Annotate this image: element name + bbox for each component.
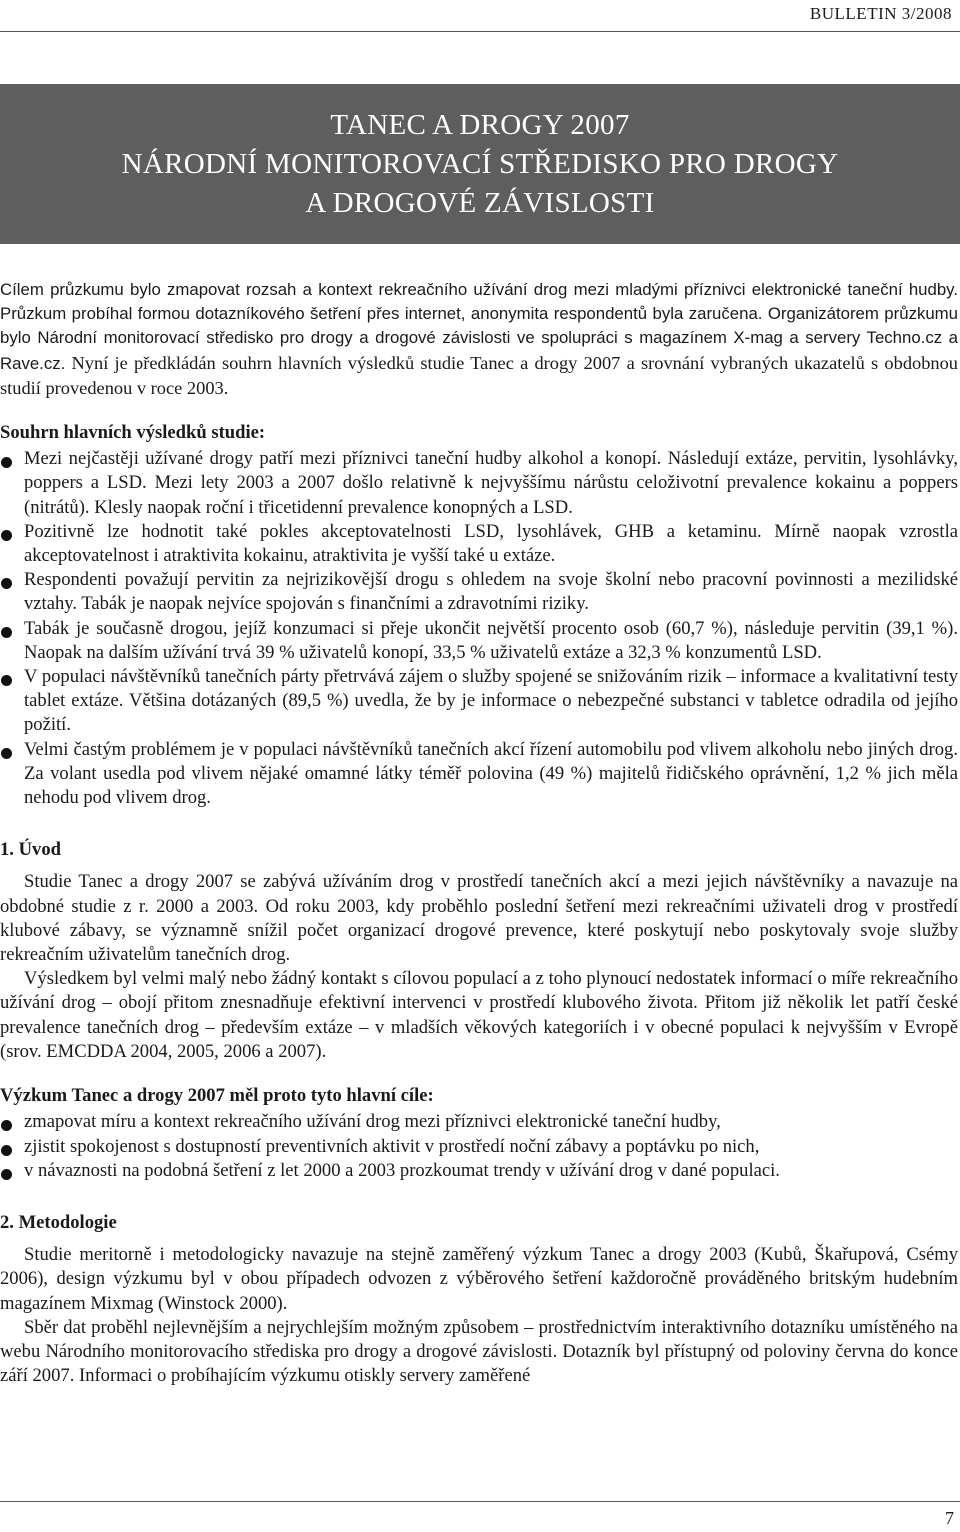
summary-item: Pozitivně lze hodnotit také pokles akceptovatelnosti LSD, lysohlávek, GHB a ketaminu. Mírně naopak vzrostla akceptovatelnost i atraktivita kokainu, atraktivita je vyšší také u extáze. — [0, 520, 958, 568]
section-1-paragraph-2: Výsledkem byl velmi malý nebo žádný kontakt s cílovou populací a z toho plynoucí nedostatek informací o míře rekreačního užívání drog – obojí přitom znesnadňuje efektivní intervenci v prostředí klubového života. Přitom již několik let patří české prevalence tanečních drog – především extáze – v mladších věkových kategoriích i v obecné populaci k nejvyšším v Evropě (srov. EMCDDA 2004, 2005, 2006 a 2007). — [0, 968, 958, 1062]
page-number: 7 — [945, 1508, 954, 1528]
goal-item: zjistit spokojenost s dostupností preventivních aktivit v prostředí noční zábavy a poptávku po nich, — [0, 1135, 958, 1159]
intro-paragraph — [0, 278, 958, 401]
summary-item: V populaci návštěvníků tanečních párty přetrvává zájem o služby spojené se snižováním rizik – informace a kvalitativní testy tablet extáze. Většina dotázaných (89,5 %) uvedla, že by je informace o nebezpečné substanci v tabletce odradila od jejího požití. — [0, 665, 958, 738]
summary-item: Tabák je současně drogou, jejíž konzumaci si přeje ukončit největší procento osob (60,7 %), následuje pervitin (39,1 %). Naopak na dalším užívání trvá 39 % uživatelů konopí, 33,5 % uživatelů extáze a 32,3 % konzumentů LSD. — [0, 617, 958, 665]
goal-item: v návaznosti na podobná šetření z let 2000 a 2003 prozkoumat trendy v užívání drog v dané populaci. — [0, 1159, 958, 1183]
intro-serif-text: Nyní je předkládán souhrn hlavních výsledků studie Tanec a drogy 2007 a srovnání vybraných ukazatelů s obdobnou studií provedenou v roce 2003. — [0, 352, 958, 398]
section-2-heading: 2. Metodologie — [0, 1211, 117, 1233]
title-line-2: NÁRODNÍ MONITOROVACÍ STŘEDISKO PRO DROGY — [121, 147, 839, 180]
summary-item: Mezi nejčastěji užívané drogy patří mezi příznivci taneční hudby alkohol a konopí. Následují extáze, pervitin, lysohlávky, poppers a LSD. Mezi lety 2003 a 2007 došlo relativně k nejvyššímu nárůstu celoživotní prevalence kokainu a poppers (nitrátů). Klesly naopak roční i třicetidenní prevalence konopných a LSD. — [0, 447, 958, 520]
title-banner — [0, 84, 960, 244]
section-2-paragraph-1: Studie meritorně i metodologicky navazuje na stejně zaměřený výzkum Tanec a drogy 2003 (Kubů, Škařupová, Csémy 2006), design výzkumu byl v obou případech odvozen z výběrového šetření každoročně prováděného britským hudebním magazínem Mixmag (Winstock 2000). — [0, 1244, 958, 1314]
goals-heading: Výzkum Tanec a drogy 2007 měl proto tyto hlavní cíle: — [0, 1085, 434, 1107]
goals-list — [0, 1110, 958, 1183]
article-body — [0, 278, 958, 1388]
section-1-heading: 1. Úvod — [0, 839, 61, 861]
goal-item: zmapovat míru a kontext rekreačního užívání drog mezi příznivci elektronické taneční hudby, — [0, 1110, 958, 1134]
intro-sans-text: Cílem průzkumu bylo zmapovat rozsah a kontext rekreačního užívání drog mezi mladými příznivci elektronické taneční hudby. Průzkum probíhal formou dotazníkového šetření přes internet, anonymita respondentů byla zaručena. Organizátorem průzkumu bylo Národní monitorovací středisko pro drogy a drogové závislosti ve spolupráci s magazínem X-mag a servery Techno.cz a Rave.cz. — [0, 280, 958, 373]
footer-divider — [0, 1501, 960, 1502]
section-2-paragraph-2: Sběr dat proběhl nejlevnějším a nejrychlejším možným způsobem – prostřednictvím interaktivního dotazníku umístěného na webu Národního monitorovacího střediska pro drogy a drogové závislosti. Dotazník byl přístupný od poloviny června do konce září 2007. Informaci o probíhajícím výzkumu otiskly servery zaměřené — [0, 1316, 958, 1387]
bulletin-header: BULLETIN 3/2008 — [809, 4, 952, 23]
summary-heading: Souhrn hlavních výsledků studie: — [0, 422, 266, 444]
header-divider — [0, 31, 960, 32]
title-line-3: A DROGOVÉ ZÁVISLOSTI — [305, 186, 655, 219]
summary-list — [0, 447, 958, 810]
summary-item: Velmi častým problémem je v populaci návštěvníků tanečních akcí řízení automobilu pod vlivem alkoholu nebo jiných drog. Za volant usedla pod vlivem nějaké omamné látky téměř polovina (49 %) majitelů řidičského oprávnění, 1,2 % jich měla nehodu pod vlivem drog. — [0, 738, 958, 811]
title-line-1: TANEC A DROGY 2007 — [330, 108, 630, 141]
summary-item: Respondenti považují pervitin za nejrizikovější drogu s ohledem na svoje školní nebo pracovní povinnosti a mezilidské vztahy. Tabák je naopak nejvíce spojován s finančními a zdravotními riziky. — [0, 568, 958, 616]
section-1-paragraph-1: Studie Tanec a drogy 2007 se zabývá užíváním drog v prostředí tanečních akcí a mezi jejich návštěvníky a navazuje na obdobné studie z r. 2000 a 2003. Od roku 2003, kdy proběhlo poslední šetření mezi rekreačními uživateli drog v prostředí klubové zábavy, se významně snížil počet organizací drogové prevence, které poskytují nebo poskytovaly svoje služby rekreačním uživatelům tanečních drog. — [0, 871, 958, 966]
